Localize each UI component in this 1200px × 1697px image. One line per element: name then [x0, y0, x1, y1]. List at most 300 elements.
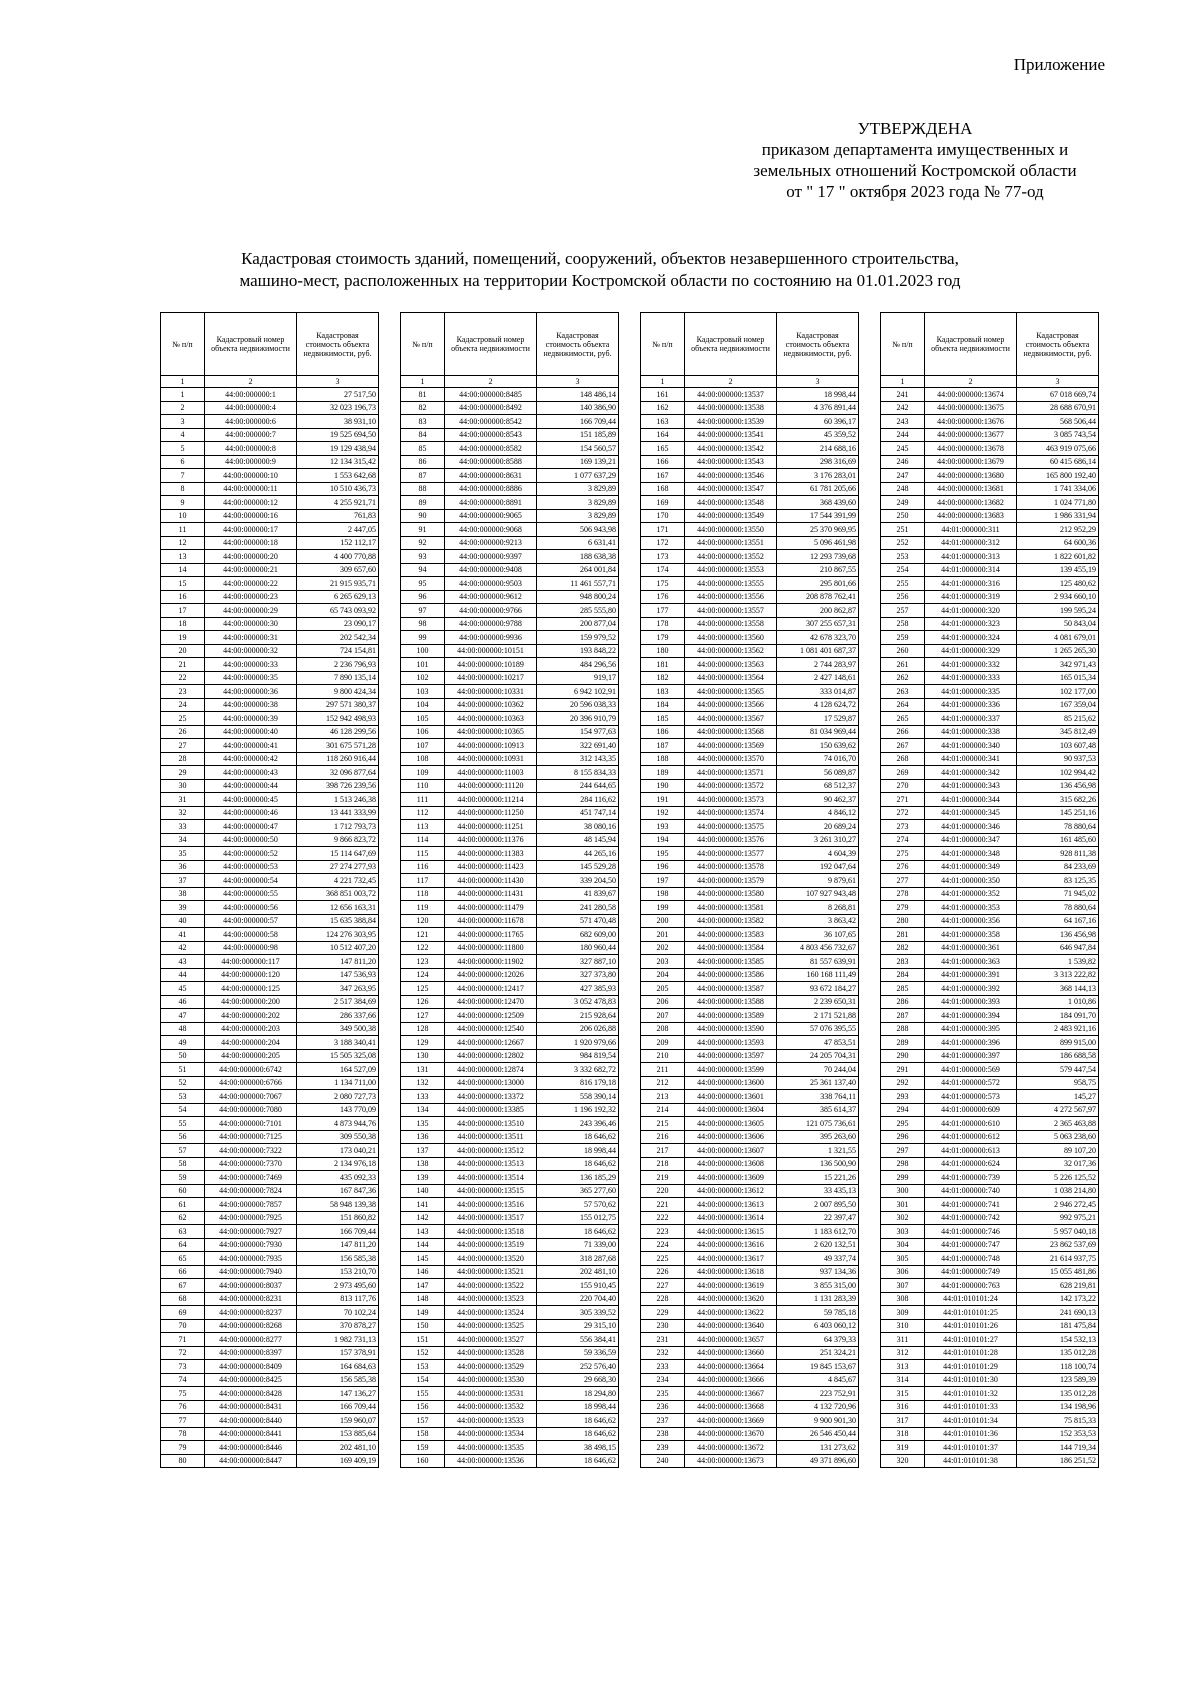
table-row [161, 1238, 379, 1252]
cadastral-value-cell: 64 379,33 [777, 1333, 859, 1347]
row-number-cell: 255 [881, 577, 925, 591]
cadastral-value-cell: 4 376 891,44 [777, 401, 859, 415]
cadastral-value-cell: 152 112,17 [297, 536, 379, 550]
cadastral-number-cell: 44:00:000000:13511 [445, 1130, 537, 1144]
table-row [641, 590, 859, 604]
cadastral-number-cell: 44:00:000000:8631 [445, 469, 537, 483]
table-row [641, 1387, 859, 1401]
row-number-cell: 15 [161, 577, 205, 591]
cadastral-number-cell: 44:00:000000:12667 [445, 1036, 537, 1050]
cadastral-number-cell: 44:01:000000:311 [925, 523, 1017, 537]
table-row [161, 928, 379, 942]
cadastral-number-cell: 44:00:000000:125 [205, 982, 297, 996]
cadastral-value-cell: 3 052 478,83 [537, 995, 619, 1009]
cadastral-number-cell: 44:00:000000:202 [205, 1009, 297, 1023]
row-number-cell: 274 [881, 833, 925, 847]
table-row [881, 725, 1099, 739]
cadastral-number-cell: 44:00:000000:11678 [445, 914, 537, 928]
cadastral-number-cell: 44:00:000000:6742 [205, 1063, 297, 1077]
table-row [161, 847, 379, 861]
cadastral-value-cell: 18 646,62 [537, 1130, 619, 1144]
table-row [881, 1198, 1099, 1212]
cadastral-value-cell: 36 107,65 [777, 928, 859, 942]
title-line-2: машино-мест, расположенных на территории Костромской области по состоянию на 01.01.2023 год [239, 271, 961, 290]
table-row [881, 901, 1099, 915]
cadastral-value-cell: 118 100,74 [1017, 1360, 1099, 1374]
header-cadastral-value: Кадастровая стоимость объекта недвижимости, руб. [537, 313, 619, 376]
row-number-cell: 305 [881, 1252, 925, 1266]
cadastral-number-cell: 44:00:000000:13600 [685, 1076, 777, 1090]
row-number-cell: 143 [401, 1225, 445, 1239]
cadastral-value-cell: 153 885,64 [297, 1427, 379, 1441]
cadastral-value-cell: 24 205 704,31 [777, 1049, 859, 1063]
row-number-cell: 54 [161, 1103, 205, 1117]
row-number-cell: 262 [881, 671, 925, 685]
row-number-cell: 111 [401, 793, 445, 807]
cadastral-value-cell: 144 719,34 [1017, 1441, 1099, 1455]
table-row [401, 1319, 619, 1333]
cadastral-number-cell: 44:01:000000:320 [925, 604, 1017, 618]
cadastral-number-cell: 44:00:000000:13605 [685, 1117, 777, 1131]
table-row [161, 1225, 379, 1239]
cadastral-number-cell: 44:00:000000:12470 [445, 995, 537, 1009]
cadastral-number-cell: 44:01:000000:336 [925, 698, 1017, 712]
table-row [401, 698, 619, 712]
cadastral-value-cell: 71 339,00 [537, 1238, 619, 1252]
cadastral-value-cell: 1 741 334,06 [1017, 482, 1099, 496]
row-number-cell: 76 [161, 1400, 205, 1414]
row-number-cell: 112 [401, 806, 445, 820]
table-row [881, 793, 1099, 807]
cadastral-value-cell: 150 639,62 [777, 739, 859, 753]
cadastral-value-cell: 1 513 246,38 [297, 793, 379, 807]
cadastral-value-cell: 2 239 650,31 [777, 995, 859, 1009]
table-row [161, 698, 379, 712]
cadastral-value-cell: 451 747,14 [537, 806, 619, 820]
cadastral-number-cell: 44:00:000000:13618 [685, 1265, 777, 1279]
table-row [641, 1103, 859, 1117]
row-number-cell: 127 [401, 1009, 445, 1023]
cadastral-value-cell: 3 829,89 [537, 482, 619, 496]
table-row [881, 482, 1099, 496]
table-row [161, 766, 379, 780]
cadastral-value-cell: 32 017,36 [1017, 1157, 1099, 1171]
cadastral-number-cell: 44:00:000000:13585 [685, 955, 777, 969]
table-row [161, 631, 379, 645]
cadastral-value-cell: 4 132 720,96 [777, 1400, 859, 1414]
cadastral-value-cell: 2 447,05 [297, 523, 379, 537]
cadastral-value-cell: 136 456,98 [1017, 779, 1099, 793]
table-row [881, 455, 1099, 469]
cadastral-number-cell: 44:01:000000:395 [925, 1022, 1017, 1036]
cadastral-number-cell: 44:00:000000:13660 [685, 1346, 777, 1360]
row-number-cell: 304 [881, 1238, 925, 1252]
cadastral-value-cell: 11 461 557,71 [537, 577, 619, 591]
cadastral-value-cell: 15 221,26 [777, 1171, 859, 1185]
row-number-cell: 132 [401, 1076, 445, 1090]
cadastral-number-cell: 44:00:000000:12 [205, 496, 297, 510]
table-row [401, 496, 619, 510]
cadastral-value-cell: 56 089,87 [777, 766, 859, 780]
header-cadastral-number: Кадастровый номер объекта недвижимости [685, 313, 777, 376]
row-number-cell: 267 [881, 739, 925, 753]
row-number-cell: 83 [401, 415, 445, 429]
row-number-cell: 196 [641, 860, 685, 874]
row-number-cell: 28 [161, 752, 205, 766]
row-number-cell: 25 [161, 712, 205, 726]
cadastral-value-cell: 368 144,13 [1017, 982, 1099, 996]
table-row [641, 658, 859, 672]
row-number-cell: 29 [161, 766, 205, 780]
cadastral-value-cell: 724 154,81 [297, 644, 379, 658]
cadastral-value-cell: 556 384,41 [537, 1333, 619, 1347]
table-row [161, 1144, 379, 1158]
row-number-cell: 62 [161, 1211, 205, 1225]
row-number-cell: 301 [881, 1198, 925, 1212]
cadastral-number-cell: 44:01:000000:394 [925, 1009, 1017, 1023]
table-row [881, 833, 1099, 847]
table-row [881, 928, 1099, 942]
table-row [401, 982, 619, 996]
cadastral-value-cell: 4 873 944,76 [297, 1117, 379, 1131]
cadastral-value-cell: 49 371 896,60 [777, 1454, 859, 1468]
cadastral-value-cell: 18 646,62 [537, 1427, 619, 1441]
cadastral-number-cell: 44:00:000000:7925 [205, 1211, 297, 1225]
table-row [881, 1427, 1099, 1441]
row-number-cell: 221 [641, 1198, 685, 1212]
row-number-cell: 102 [401, 671, 445, 685]
row-number-cell: 320 [881, 1454, 925, 1468]
cadastral-number-cell: 44:00:000000:11479 [445, 901, 537, 915]
cadastral-value-cell: 85 215,62 [1017, 712, 1099, 726]
table-row [161, 590, 379, 604]
table-row [161, 1036, 379, 1050]
table-row [161, 482, 379, 496]
cadastral-value-cell: 2 744 283,97 [777, 658, 859, 672]
cadastral-value-cell: 136 500,90 [777, 1157, 859, 1171]
cadastral-number-cell: 44:01:000000:349 [925, 860, 1017, 874]
row-number-cell: 217 [641, 1144, 685, 1158]
cadastral-number-cell: 44:00:000000:13529 [445, 1360, 537, 1374]
cadastral-number-cell: 44:00:000000:10151 [445, 644, 537, 658]
cadastral-value-cell: 208 878 762,41 [777, 590, 859, 604]
cadastral-value-cell: 1 982 731,13 [297, 1333, 379, 1347]
cadastral-number-cell: 44:01:000000:313 [925, 550, 1017, 564]
cadastral-value-cell: 1 081 401 687,37 [777, 644, 859, 658]
cadastral-number-cell: 44:00:000000:13557 [685, 604, 777, 618]
cadastral-value-cell: 558 390,14 [537, 1090, 619, 1104]
cadastral-number-cell: 44:01:000000:337 [925, 712, 1017, 726]
cadastral-value-cell: 18 646,62 [537, 1157, 619, 1171]
row-number-cell: 23 [161, 685, 205, 699]
row-number-cell: 40 [161, 914, 205, 928]
cadastral-value-cell: 315 682,26 [1017, 793, 1099, 807]
table-row [161, 1090, 379, 1104]
cadastral-number-cell: 44:00:000000:8492 [445, 401, 537, 415]
table-row [881, 982, 1099, 996]
cadastral-value-cell: 23 862 537,69 [1017, 1238, 1099, 1252]
cadastral-number-cell: 44:00:000000:52 [205, 847, 297, 861]
row-number-cell: 153 [401, 1360, 445, 1374]
table-row [401, 509, 619, 523]
table-row [881, 1171, 1099, 1185]
cadastral-number-cell: 44:00:000000:13587 [685, 982, 777, 996]
approved-date-line: от " 17 " октября 2023 года № 77-од [786, 182, 1044, 201]
cadastral-value-cell: 19 845 153,67 [777, 1360, 859, 1374]
cadastral-value-cell: 18 998,44 [537, 1400, 619, 1414]
table-row [641, 415, 859, 429]
cadastral-number-cell: 44:01:000000:324 [925, 631, 1017, 645]
table-row [401, 1333, 619, 1347]
table-row [161, 806, 379, 820]
table-row [401, 1063, 619, 1077]
cadastral-value-cell: 22 397,47 [777, 1211, 859, 1225]
table-row [641, 1049, 859, 1063]
cadastral-value-cell: 206 026,88 [537, 1022, 619, 1036]
cadastral-number-cell: 44:01:000000:333 [925, 671, 1017, 685]
table-row [161, 604, 379, 618]
cadastral-value-cell: 15 635 388,84 [297, 914, 379, 928]
cadastral-value-cell: 26 546 450,44 [777, 1427, 859, 1441]
table-row [401, 469, 619, 483]
cadastral-number-cell: 44:00:000000:13563 [685, 658, 777, 672]
cadastral-number-cell: 44:00:000000:13572 [685, 779, 777, 793]
row-number-cell: 71 [161, 1333, 205, 1347]
cadastral-number-cell: 44:01:000000:392 [925, 982, 1017, 996]
cadastral-number-cell: 44:00:000000:10913 [445, 739, 537, 753]
cadastral-number-cell: 44:00:000000:13620 [685, 1292, 777, 1306]
cadastral-value-cell: 628 219,81 [1017, 1279, 1099, 1293]
cadastral-number-cell: 44:00:000000:12509 [445, 1009, 537, 1023]
row-number-cell: 106 [401, 725, 445, 739]
cadastral-number-cell: 44:00:000000:13560 [685, 631, 777, 645]
column-number: 1 [401, 376, 445, 388]
table-row [401, 1306, 619, 1320]
cadastral-number-cell: 44:01:000000:343 [925, 779, 1017, 793]
cadastral-number-cell: 44:01:010101:30 [925, 1373, 1017, 1387]
row-number-cell: 147 [401, 1279, 445, 1293]
row-number-cell: 122 [401, 941, 445, 955]
cadastral-number-cell: 44:01:000000:610 [925, 1117, 1017, 1131]
row-number-cell: 158 [401, 1427, 445, 1441]
table-row [641, 860, 859, 874]
cadastral-number-cell: 44:00:000000:8441 [205, 1427, 297, 1441]
table-row [401, 671, 619, 685]
cadastral-number-cell: 44:00:000000:20 [205, 550, 297, 564]
cadastral-value-cell: 151 185,89 [537, 428, 619, 442]
table-row [881, 509, 1099, 523]
row-number-cell: 60 [161, 1184, 205, 1198]
cadastral-number-cell: 44:00:000000:13514 [445, 1171, 537, 1185]
cadastral-value-cell: 333 014,87 [777, 685, 859, 699]
cadastral-number-cell: 44:01:010101:26 [925, 1319, 1017, 1333]
cadastral-value-cell: 2 236 796,93 [297, 658, 379, 672]
table-row [641, 739, 859, 753]
cadastral-value-cell: 59 785,18 [777, 1306, 859, 1320]
cadastral-value-cell: 365 277,60 [537, 1184, 619, 1198]
row-number-cell: 140 [401, 1184, 445, 1198]
row-number-cell: 90 [401, 509, 445, 523]
cadastral-value-cell: 165 800 192,40 [1017, 469, 1099, 483]
table-row [161, 509, 379, 523]
cadastral-number-cell: 44:00:000000:8 [205, 442, 297, 456]
cadastral-value-cell: 1 321,55 [777, 1144, 859, 1158]
table-row [401, 995, 619, 1009]
table-row [401, 739, 619, 753]
header-cadastral-value: Кадастровая стоимость объекта недвижимости, руб. [297, 313, 379, 376]
row-number-cell: 184 [641, 698, 685, 712]
cadastral-value-cell: 3 829,89 [537, 509, 619, 523]
cadastral-value-cell: 169 139,21 [537, 455, 619, 469]
cadastral-value-cell: 370 878,27 [297, 1319, 379, 1333]
cadastral-value-cell: 1 134 711,00 [297, 1076, 379, 1090]
row-number-cell: 101 [401, 658, 445, 672]
row-number-cell: 282 [881, 941, 925, 955]
cadastral-number-cell: 44:01:000000:316 [925, 577, 1017, 591]
cadastral-number-cell: 44:00:000000:13588 [685, 995, 777, 1009]
cadastral-value-cell: 6 265 629,13 [297, 590, 379, 604]
cadastral-value-cell: 1 131 283,39 [777, 1292, 859, 1306]
cadastral-number-cell: 44:00:000000:55 [205, 887, 297, 901]
row-number-cell: 57 [161, 1144, 205, 1158]
table-row [161, 1157, 379, 1171]
cadastral-value-cell: 2 007 895,50 [777, 1198, 859, 1212]
cadastral-number-cell: 44:00:000000:47 [205, 820, 297, 834]
table-row [641, 1346, 859, 1360]
cadastral-number-cell: 44:00:000000:13678 [925, 442, 1017, 456]
row-number-cell: 188 [641, 752, 685, 766]
cadastral-value-cell: 134 198,96 [1017, 1400, 1099, 1414]
cadastral-value-cell: 309 550,38 [297, 1130, 379, 1144]
cadastral-value-cell: 252 576,40 [537, 1360, 619, 1374]
table-row [161, 536, 379, 550]
row-number-cell: 110 [401, 779, 445, 793]
row-number-cell: 295 [881, 1117, 925, 1131]
row-number-cell: 157 [401, 1414, 445, 1428]
row-number-cell: 50 [161, 1049, 205, 1063]
row-number-cell: 135 [401, 1117, 445, 1131]
table-row [881, 914, 1099, 928]
cadastral-number-cell: 44:00:000000:10363 [445, 712, 537, 726]
cadastral-value-cell: 160 168 111,49 [777, 968, 859, 982]
table-row [401, 928, 619, 942]
cadastral-number-cell: 44:01:010101:34 [925, 1414, 1017, 1428]
cadastral-value-cell: 64 600,36 [1017, 536, 1099, 550]
cadastral-number-cell: 44:00:000000:39 [205, 712, 297, 726]
table-row [641, 1171, 859, 1185]
row-number-cell: 114 [401, 833, 445, 847]
table-row [161, 1211, 379, 1225]
row-number-cell: 4 [161, 428, 205, 442]
row-number-cell: 69 [161, 1306, 205, 1320]
table-row [401, 401, 619, 415]
cadastral-number-cell: 44:01:000000:353 [925, 901, 1017, 915]
row-number-cell: 251 [881, 523, 925, 537]
cadastral-value-cell: 1 920 979,66 [537, 1036, 619, 1050]
table-row [641, 1130, 859, 1144]
table-row [641, 806, 859, 820]
row-number-cell: 299 [881, 1171, 925, 1185]
row-number-cell: 85 [401, 442, 445, 456]
table-row [881, 1076, 1099, 1090]
cadastral-number-cell: 44:01:000000:613 [925, 1144, 1017, 1158]
table-row [401, 442, 619, 456]
cadastral-number-cell: 44:00:000000:16 [205, 509, 297, 523]
cadastral-number-cell: 44:00:000000:13614 [685, 1211, 777, 1225]
table-row [161, 455, 379, 469]
cadastral-value-cell: 83 125,35 [1017, 874, 1099, 888]
row-number-cell: 250 [881, 509, 925, 523]
table-row [881, 1103, 1099, 1117]
row-number-cell: 5 [161, 442, 205, 456]
cadastral-number-cell: 44:01:000000:391 [925, 968, 1017, 982]
cadastral-number-cell: 44:00:000000:41 [205, 739, 297, 753]
row-number-cell: 24 [161, 698, 205, 712]
cadastral-number-cell: 44:00:000000:8409 [205, 1360, 297, 1374]
table-row [161, 401, 379, 415]
cadastral-number-cell: 44:01:010101:32 [925, 1387, 1017, 1401]
cadastral-value-cell: 25 361 137,40 [777, 1076, 859, 1090]
cadastral-value-cell: 154 977,63 [537, 725, 619, 739]
cadastral-number-cell: 44:00:000000:13584 [685, 941, 777, 955]
cadastral-number-cell: 44:00:000000:13535 [445, 1441, 537, 1455]
table-row [641, 550, 859, 564]
table-row [641, 442, 859, 456]
cadastral-number-cell: 44:00:000000:204 [205, 1036, 297, 1050]
cadastral-number-cell: 44:00:000000:13589 [685, 1009, 777, 1023]
header-row-number: № п/п [401, 313, 445, 376]
table-row [401, 1198, 619, 1212]
table-row [401, 941, 619, 955]
row-number-cell: 309 [881, 1306, 925, 1320]
cadastral-value-cell: 29 668,30 [537, 1373, 619, 1387]
table-row [641, 1319, 859, 1333]
cadastral-value-cell: 5 063 238,60 [1017, 1130, 1099, 1144]
cadastral-number-cell: 44:00:000000:13565 [685, 685, 777, 699]
cadastral-value-cell: 20 689,24 [777, 820, 859, 834]
table-row [401, 644, 619, 658]
row-number-cell: 289 [881, 1036, 925, 1050]
row-number-cell: 146 [401, 1265, 445, 1279]
table-row [161, 1360, 379, 1374]
cadastral-number-cell: 44:00:000000:13539 [685, 415, 777, 429]
cadastral-number-cell: 44:00:000000:1 [205, 388, 297, 402]
cadastral-value-cell: 165 015,34 [1017, 671, 1099, 685]
cadastral-number-cell: 44:00:000000:13593 [685, 1036, 777, 1050]
table-row [161, 860, 379, 874]
cadastral-value-cell: 9 866 823,72 [297, 833, 379, 847]
cadastral-number-cell: 44:00:000000:8542 [445, 415, 537, 429]
cadastral-value-cell: 298 316,69 [777, 455, 859, 469]
table-row [401, 1427, 619, 1441]
row-number-cell: 151 [401, 1333, 445, 1347]
row-number-cell: 208 [641, 1022, 685, 1036]
row-number-cell: 302 [881, 1211, 925, 1225]
cadastral-number-cell: 44:00:000000:13613 [685, 1198, 777, 1212]
cadastral-value-cell: 147 136,27 [297, 1387, 379, 1401]
row-number-cell: 266 [881, 725, 925, 739]
cadastral-number-cell: 44:00:000000:36 [205, 685, 297, 699]
table-row [161, 995, 379, 1009]
row-number-cell: 94 [401, 563, 445, 577]
row-number-cell: 177 [641, 604, 685, 618]
row-number-cell: 236 [641, 1400, 685, 1414]
cadastral-number-cell: 44:01:010101:27 [925, 1333, 1017, 1347]
table-row [161, 1373, 379, 1387]
cadastral-value-cell: 142 173,22 [1017, 1292, 1099, 1306]
header-cadastral-number: Кадастровый номер объекта недвижимости [205, 313, 297, 376]
table-row [641, 1184, 859, 1198]
